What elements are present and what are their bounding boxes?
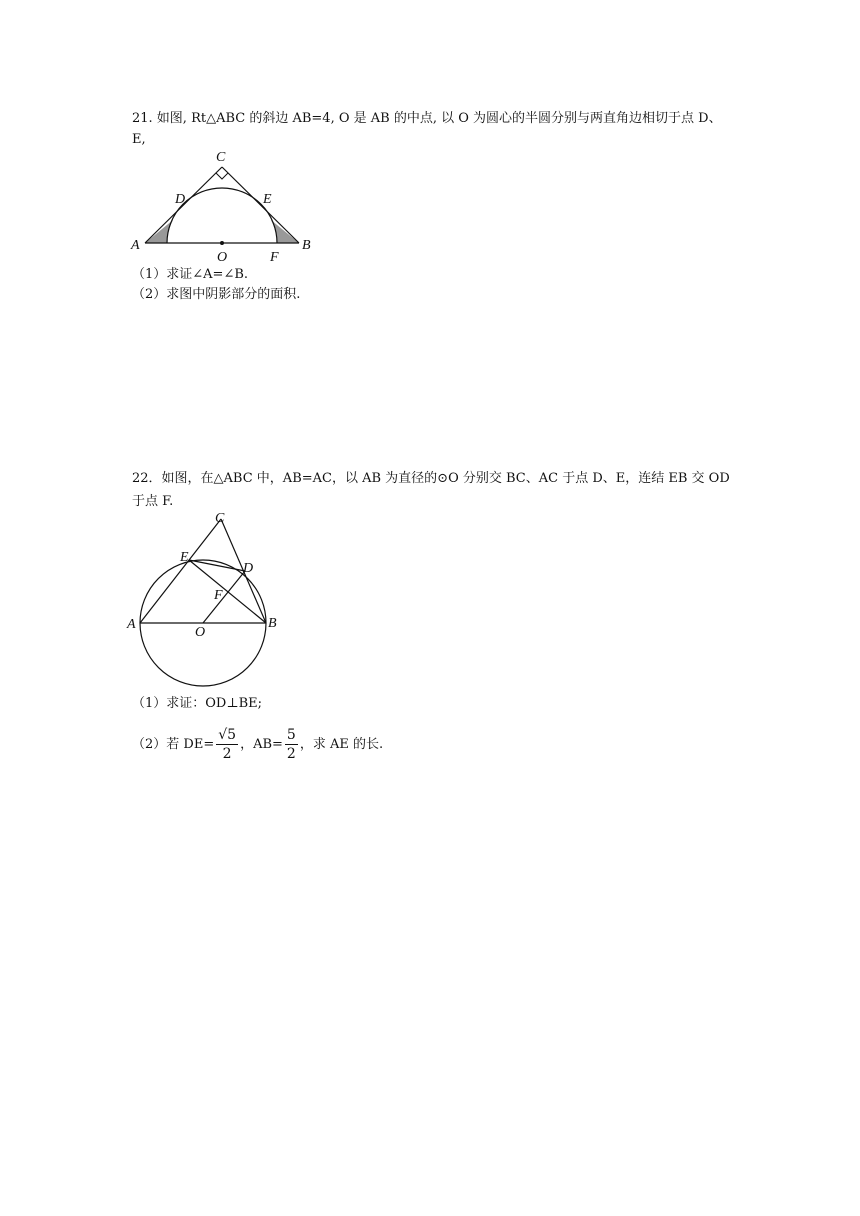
q22-label-a: A xyxy=(127,617,136,632)
q22-label-b: B xyxy=(268,616,277,631)
q22-part2-prefix: （2）若 DE= xyxy=(132,737,215,752)
q21-label-f: F xyxy=(270,250,279,265)
q21-figure xyxy=(125,145,325,265)
q22-label-e: E xyxy=(180,550,189,565)
q22-part1: （1）求证：OD⊥BE; xyxy=(132,696,263,711)
q22-label-o: O xyxy=(195,625,206,640)
q22-label-f: F xyxy=(214,588,223,603)
q21-label-c: C xyxy=(216,150,226,165)
q22-ab-fraction xyxy=(285,726,298,763)
q21-right-angle-mark xyxy=(216,173,228,179)
q22-part2-mid: ，AB= xyxy=(240,737,283,752)
q22-segment-od xyxy=(203,571,245,623)
q22-part2-suffix: ，求 AE 的长. xyxy=(299,737,384,752)
q22-de-denominator: 2 xyxy=(222,746,232,762)
q21-center-dot xyxy=(220,241,224,245)
q22-figure xyxy=(125,505,285,695)
q21-label-a: A xyxy=(131,238,140,253)
q22-ab-denominator: 2 xyxy=(286,746,296,762)
q21-label-o: O xyxy=(217,250,228,265)
q21-part2: （2）求图中阴影部分的面积. xyxy=(132,287,301,302)
q22-label-c: C xyxy=(215,511,225,526)
q22-label-d: D xyxy=(243,561,254,576)
q22-de-fraction xyxy=(216,726,238,763)
q21-label-b: B xyxy=(302,238,311,253)
q21-stem-line1: 21. 如图, Rt△ABC 的斜边 AB=4, O 是 AB 的中点, 以 O 为圆心的半圆分别与两直角边相切于点 D、 xyxy=(132,111,722,126)
sqrt-symbol: √ xyxy=(218,727,228,743)
q21-label-d: D xyxy=(175,192,186,207)
q22-stem-line2: 于点 F. xyxy=(132,494,174,509)
q21-stem-line2: E, xyxy=(132,132,146,147)
q22-part2 xyxy=(132,726,383,763)
q21-side-bc xyxy=(222,167,299,243)
q22-de-numerator xyxy=(216,726,238,745)
q21-label-e: E xyxy=(263,192,272,207)
q22-ab-numerator: 5 xyxy=(286,727,296,743)
q21-part1: （1）求证∠A=∠B. xyxy=(132,267,249,282)
q22-de-radicand: 5 xyxy=(227,727,237,743)
q22-side-ac xyxy=(140,519,221,623)
q22-stem-line1: 22．如图，在△ABC 中，AB=AC，以 AB 为直径的⊙O 分别交 BC、AC 于点 D、E，连结 EB 交 OD xyxy=(132,471,730,486)
q22-segment-eb xyxy=(189,560,266,623)
